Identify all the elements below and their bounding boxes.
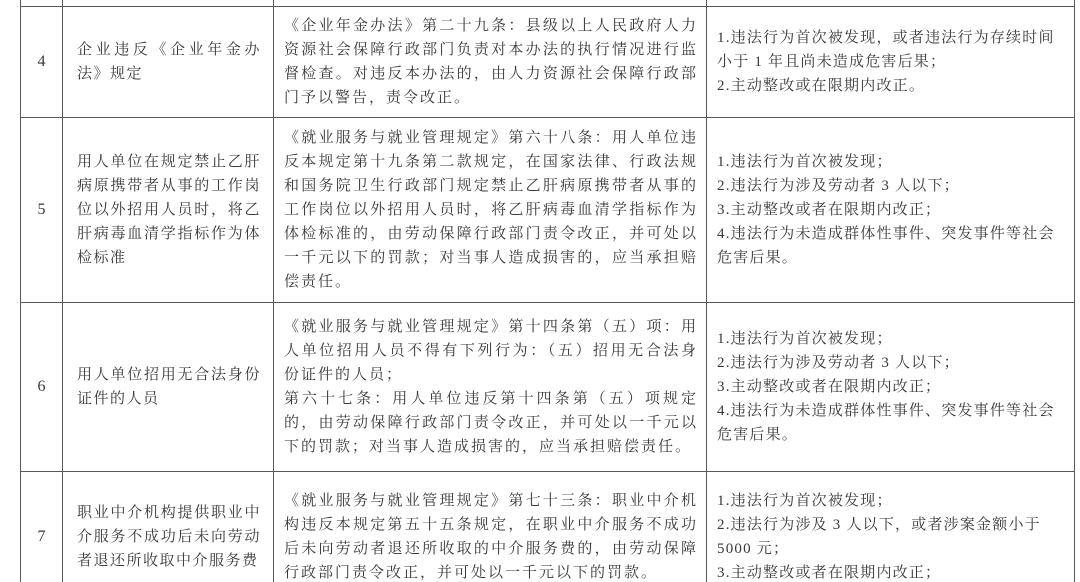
table-row xyxy=(21,118,1075,303)
legal-basis-cell xyxy=(274,7,707,118)
row-number-cell: 6 xyxy=(21,303,63,472)
criteria-item: 2.违法行为涉及劳动者 3 人以下； xyxy=(717,178,960,194)
legal-basis-paragraph: 《就业服务与就业管理规定》第七十三条：职业中介机构违反本规定第五十五条规定，在职业中介服务不成功后未向劳动者退还所收取的中介服务费的，由劳动保障行政部门责令改正，并可处以一千元以下的罚款。 xyxy=(284,493,698,581)
penalty-table xyxy=(20,0,1075,582)
legal-basis-paragraph: 《就业服务与就业管理规定》第六十八条：用人单位违反本规定第十九条第二款规定，在国家法律、行政法规和国务院卫生行政部门规定禁止乙肝病原携带者从事的工作岗位以外招用人员时，将乙肝病毒血清学指标作为体检标准的，由劳动保障行政部门责令改正，并可处以一千元以下的罚款；对当事人造成损害的，应当承担赔偿责任。 xyxy=(284,130,698,290)
violation-cell: 用人单位在规定禁止乙肝病原携带者从事的工作岗位以外招用人员时，将乙肝病毒血清学指标作为体检标准 xyxy=(63,118,274,303)
legal-basis-paragraph: 第六十七条：用人单位违反第十四条第（五）项规定的，由劳动保障行政部门责令改正，并可处以一千元以下的罚款；对当事人造成损害的，应当承担赔偿责任。 xyxy=(284,391,698,455)
criteria-item: 3.主动整改或者在限期内改正； xyxy=(717,565,942,581)
criteria-item: 3.主动整改或者在限期内改正； xyxy=(717,202,942,218)
criteria-item: 1.违法行为首次被发现； xyxy=(717,331,893,347)
row-number-cell: 4 xyxy=(21,7,63,118)
legal-basis-cell xyxy=(274,303,707,472)
table-row xyxy=(21,472,1075,582)
criteria-item: 1.违法行为首次被发现； xyxy=(717,154,893,170)
legal-basis-cell xyxy=(274,472,707,582)
criteria-item: 2.违法行为涉及劳动者 3 人以下； xyxy=(717,355,960,371)
violation-cell: 职业中介机构提供职业中介服务不成功后未向劳动者退还所收取中介服务费 xyxy=(63,472,274,582)
criteria-item: 2.违法行为涉及 3 人以下，或者涉案金额小于 5000 元； xyxy=(717,517,1041,557)
row-number-cell: 7 xyxy=(21,472,63,582)
criteria-item: 2.主动整改或在限期内改正。 xyxy=(717,78,926,94)
criteria-cell xyxy=(707,303,1075,472)
criteria-cell xyxy=(707,7,1075,118)
criteria-cell xyxy=(707,118,1075,303)
criteria-item: 1.违法行为首次被发现，或者违法行为存续时间小于 1 年且尚未造成危害后果； xyxy=(717,30,1055,70)
legal-basis-paragraph: 《企业年金办法》第二十九条：县级以上人民政府人力资源社会保障行政部门负责对本办法的执行情况进行监督检查。对违反本办法的，由人力资源社会保障行政部门予以警告，责令改正。 xyxy=(284,18,698,106)
criteria-item: 3.主动整改或者在限期内改正； xyxy=(717,379,942,395)
table-row xyxy=(21,7,1075,118)
violation-cell: 用人单位招用无合法身份证件的人员 xyxy=(63,303,274,472)
criteria-item: 4.违法行为未造成群体性事件、突发事件等社会危害后果。 xyxy=(717,403,1055,443)
legal-basis-cell xyxy=(274,118,707,303)
row-number-cell: 5 xyxy=(21,118,63,303)
legal-basis-paragraph: 《就业服务与就业管理规定》第十四条第（五）项：用人单位招用人员不得有下列行为：（五）招用无合法身份证件的人员； xyxy=(284,319,698,383)
criteria-cell xyxy=(707,472,1075,582)
violation-cell: 企业违反《企业年金办法》规定 xyxy=(63,7,274,118)
table-row xyxy=(21,303,1075,472)
criteria-item: 1.违法行为首次被发现； xyxy=(717,493,893,509)
criteria-item: 4.违法行为未造成群体性事件、突发事件等社会危害后果。 xyxy=(717,226,1055,266)
